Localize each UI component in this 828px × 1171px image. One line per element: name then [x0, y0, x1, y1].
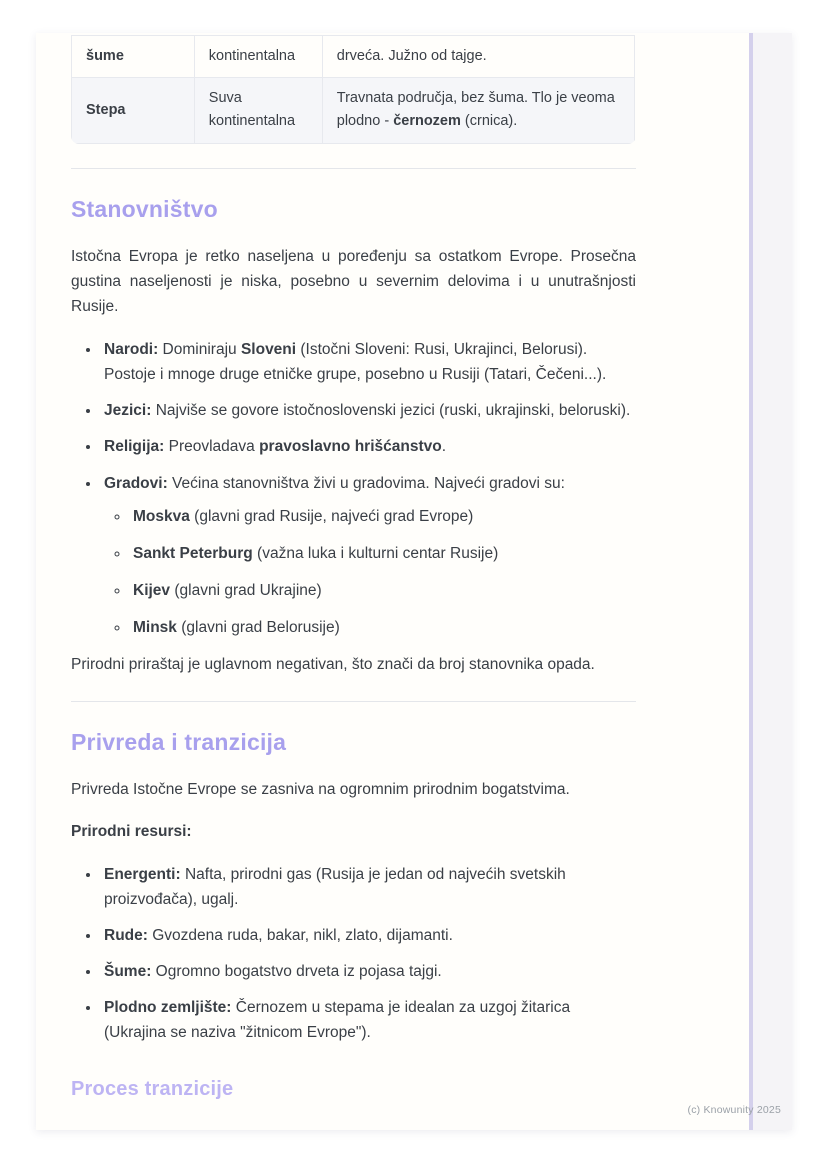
text-run: (glavni grad Rusije, najveći grad Evrope) — [189, 507, 474, 525]
text-run: (glavni grad Ukrajine) — [170, 581, 322, 599]
bold-text-run: Energenti: — [104, 865, 181, 883]
text-run: Ogromno bogatstvo drveta iz pojasa tajgi. — [151, 963, 442, 981]
bold-text-run: pravoslavno hrišćanstvo — [259, 438, 442, 456]
bold-text-run: Jezici: — [104, 402, 152, 420]
bold-text-run: Rude: — [104, 926, 148, 944]
list-item — [101, 862, 636, 912]
bold-text-run: Kijev — [133, 581, 171, 599]
section-heading: Stanovništvo — [71, 195, 218, 222]
text-run: (Istočni Sloveni: Rusi, Ukrajinci, Belorusi). Postoje i mnoge druge etničke grupe, posebno u Rusiji (Tatari, Čečeni...). — [104, 341, 607, 384]
table-cell — [322, 78, 634, 143]
text-run: . — [441, 438, 447, 456]
bold-text-run: Religija: — [104, 438, 165, 456]
section-heading: Privreda i tranzicija — [71, 729, 287, 756]
table-cell — [194, 78, 322, 143]
sub-list-item — [130, 541, 636, 566]
text-run: Istočna Evropa je retko naseljena u poređenju sa ostatkom Evrope. Prosečna gustina naseljenosti je niska, posebno u severnim delovima i u unutrašnjosti Rusije. — [71, 247, 636, 316]
list-item — [101, 923, 636, 948]
sub-list-item — [130, 615, 636, 640]
text-run: (glavni grad Belorusije) — [176, 619, 340, 637]
table-row — [72, 36, 635, 78]
list-item — [101, 434, 636, 459]
bold-text-run: Moskva — [133, 507, 190, 525]
bold-text-run: Gradovi: — [104, 474, 168, 492]
text-run: Gvozdena ruda, bakar, nikl, zlato, dijamanti. — [147, 926, 453, 944]
bold-text-run: Stepa — [86, 101, 126, 118]
table-cell — [194, 36, 322, 78]
text-run: Preovladava — [164, 438, 260, 456]
paragraph — [71, 652, 636, 677]
bold-text-run: černozem — [393, 113, 461, 130]
page-margin-strip — [752, 33, 792, 1130]
bold-text-run: šume — [86, 48, 124, 64]
document-page — [36, 33, 792, 1130]
climate-table-wrap — [71, 35, 636, 144]
sub-list — [104, 504, 636, 640]
table-row — [72, 78, 635, 143]
section-divider — [71, 168, 636, 169]
bold-text-run: Prirodni resursi: — [71, 822, 192, 840]
bold-text-run: Narodi: — [104, 341, 159, 359]
list-item — [101, 398, 636, 423]
subsection-heading: Proces tranzicije — [71, 1078, 234, 1101]
list-item — [101, 959, 636, 984]
sub-list-item — [130, 578, 636, 603]
bold-text-run: Sloveni — [240, 341, 297, 359]
text-run: Černozem u stepama je idealan za uzgoj žitarica (Ukrajina se naziva "žitnicom Evrope"). — [104, 999, 571, 1042]
bold-text-run: Šume: — [104, 963, 152, 981]
list-item — [101, 337, 636, 387]
text-run: Privreda Istočne Evrope se zasniva na ogromnim prirodnim bogatstvima. — [71, 781, 570, 799]
paragraph — [71, 244, 636, 319]
text-run: Suva kontinentalna — [208, 90, 296, 130]
list-item — [101, 995, 636, 1045]
paragraph — [71, 777, 636, 802]
text-run: Prirodni priraštaj je uglavnom negativan, što znači da broj stanovnika opada. — [71, 656, 595, 674]
watermark: (c) Knowunity 2025 — [687, 1104, 781, 1116]
accent-line — [749, 33, 753, 1130]
text-run: drveća. Južno od tajge. — [336, 48, 487, 64]
text-run: (crnica). — [460, 113, 518, 130]
table-cell — [72, 36, 195, 78]
table-cell — [72, 78, 195, 143]
list-item — [101, 471, 636, 641]
bold-text-run: Minsk — [133, 619, 177, 637]
bullet-list — [71, 337, 636, 640]
table-cell — [322, 36, 634, 78]
sub-list-item — [130, 504, 636, 529]
text-run: Najviše se govore istočnoslovenski jezici (ruski, ukrajinski, beloruski). — [151, 402, 631, 420]
text-run: Dominiraju — [158, 341, 241, 359]
bullet-list — [71, 862, 636, 1046]
climate-table — [71, 35, 635, 144]
section-divider — [71, 701, 636, 702]
bold-text-run: Sankt Peterburg — [133, 544, 253, 562]
text-run: (važna luka i kulturni centar Rusije) — [252, 544, 499, 562]
paragraph — [71, 819, 636, 844]
text-run: Većina stanovništva živi u gradovima. Najveći gradovi su: — [167, 474, 565, 492]
page-content — [71, 33, 636, 1106]
text-run: kontinentalna — [208, 48, 296, 64]
bold-text-run: Plodno zemljište: — [104, 999, 232, 1017]
text-run: Nafta, prirodni gas (Rusija je jedan od najvećih svetskih proizvođača), ugalj. — [104, 865, 566, 908]
text-run: Travnata područja, bez šuma. Tlo je veoma plodno - — [336, 90, 615, 130]
